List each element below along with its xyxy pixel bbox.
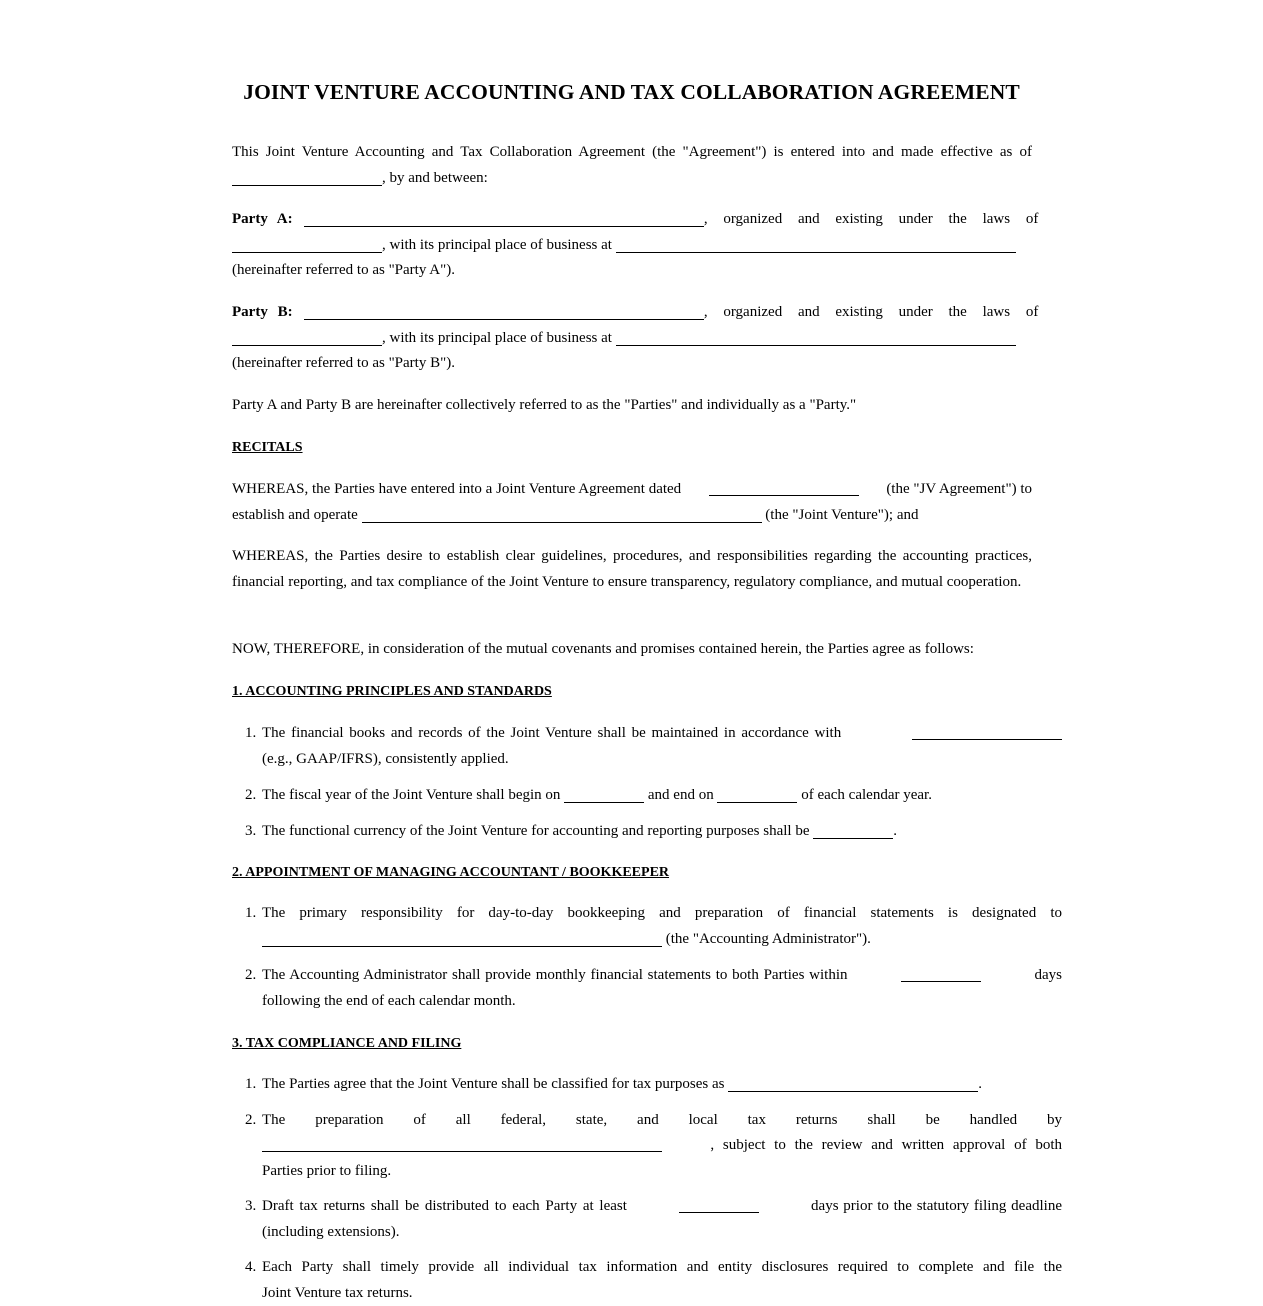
party-a-ref-text: (hereinafter referred to as "Party A"). (232, 262, 455, 278)
item-text: The functional currency of the Joint Venture for accounting and reporting purposes shall be (262, 823, 809, 839)
recitals-heading: RECITALS (232, 435, 1032, 461)
list-item (262, 901, 1062, 952)
fiscal-start-blank[interactable] (564, 784, 644, 803)
section-1-heading: 1. ACCOUNTING PRINCIPLES AND STANDARDS (232, 679, 1032, 705)
item-text-2: (e.g., GAAP/IFRS), consistently applied. (262, 747, 1062, 773)
item-text: Each Party shall timely provide all individual tax information and entity disclosures required to complete and file the (262, 1255, 1062, 1281)
party-b-address-blank[interactable] (616, 327, 1016, 346)
list-item (262, 819, 1062, 845)
parties-definition: Party A and Party B are hereinafter collectively referred to as the "Parties" and individually as a "Party." (232, 393, 1032, 419)
jv-agreement-date-blank[interactable] (709, 477, 859, 496)
statement-days-blank[interactable] (901, 963, 981, 982)
item-text: The fiscal year of the Joint Venture shall begin on (262, 787, 560, 803)
party-b-name-blank[interactable] (304, 301, 704, 320)
intro-paragraph (232, 140, 1032, 191)
item-text-2: days (1035, 963, 1063, 989)
section-3-list (232, 1072, 1062, 1306)
party-b-label: Party B: (232, 304, 293, 320)
item-text: Draft tax returns shall be distributed to each Party at least (262, 1194, 627, 1220)
item-text: The primary responsibility for day-to-day bookkeeping and preparation of financial statements is designated to (262, 901, 1062, 927)
whereas-1-text: WHEREAS, the Parties have entered into a Joint Venture Agreement dated (232, 477, 681, 503)
list-item (262, 1108, 1062, 1185)
party-b-ref-text: (hereinafter referred to as "Party B"). (232, 355, 455, 371)
item-text-2: . (893, 823, 897, 839)
list-item (262, 1072, 1062, 1098)
list-item (262, 721, 1062, 772)
party-a-address-blank[interactable] (616, 234, 1016, 253)
item-number: 1. (245, 721, 256, 747)
accounting-administrator-blank[interactable] (262, 928, 662, 947)
list-item (262, 1255, 1062, 1306)
whereas-2: WHEREAS, the Parties desire to establish clear guidelines, procedures, and responsibilities regarding the accounting practices, financial reporting, and tax compliance of the Joint Venture to ensure transparency, regulatory compliance, and mutual cooperation. (232, 544, 1032, 595)
item-number: 2. (245, 1108, 256, 1134)
item-text-2: Joint Venture tax returns. (262, 1281, 1062, 1306)
party-a-label: Party A: (232, 211, 293, 227)
party-a-name-blank[interactable] (304, 208, 704, 227)
section-1-list (232, 721, 1062, 844)
item-text: The Parties agree that the Joint Venture shall be classified for tax purposes as (262, 1076, 725, 1092)
tax-preparer-blank[interactable] (262, 1133, 662, 1152)
party-a-paragraph (232, 207, 1032, 284)
item-text: The financial books and records of the Joint Venture shall be maintained in accordance with (262, 721, 841, 747)
document-title: JOINT VENTURE ACCOUNTING AND TAX COLLABORATION AGREEMENT (0, 78, 1263, 106)
item-text-3: Parties prior to filing. (262, 1159, 1062, 1185)
item-text-2: (the "Accounting Administrator"). (666, 931, 871, 947)
item-text-3: (including extensions). (262, 1220, 1062, 1246)
jv-purpose-blank[interactable] (362, 504, 762, 523)
item-text: The Accounting Administrator shall provide monthly financial statements to both Parties within (262, 963, 848, 989)
item-text-2: days prior to the statutory filing deadline (811, 1194, 1062, 1220)
party-b-jurisdiction-blank[interactable] (232, 327, 382, 346)
item-text-2: . (978, 1076, 982, 1092)
section-2-list (232, 901, 1062, 1014)
item-number: 1. (245, 1072, 256, 1098)
party-a-organized-text: , organized and existing under the laws of (704, 207, 1039, 233)
whereas-1-text-3: establish and operate (232, 507, 358, 523)
list-item (262, 963, 1062, 1014)
accounting-standard-blank[interactable] (912, 721, 1062, 740)
item-number: 4. (245, 1255, 256, 1281)
whereas-1-text-4: (the "Joint Venture"); and (765, 507, 918, 523)
tax-classification-blank[interactable] (728, 1073, 978, 1092)
item-number: 3. (245, 1194, 256, 1220)
party-b-organized-text: , organized and existing under the laws of (704, 300, 1039, 326)
draft-days-blank[interactable] (679, 1194, 759, 1213)
now-therefore: NOW, THEREFORE, in consideration of the mutual covenants and promises contained herein, the Parties agree as follows: (232, 637, 1032, 663)
section-2-heading: 2. APPOINTMENT OF MANAGING ACCOUNTANT / BOOKKEEPER (232, 860, 1032, 886)
whereas-1-text-2: (the "JV Agreement") to (886, 477, 1032, 503)
party-b-paragraph (232, 300, 1032, 377)
party-a-business-text: , with its principal place of business at (382, 237, 612, 253)
item-number: 2. (245, 963, 256, 989)
currency-blank[interactable] (813, 820, 893, 839)
intro-text-2: , by and between: (382, 170, 488, 186)
item-number: 2. (245, 783, 256, 809)
item-text: The preparation of all federal, state, and local tax returns shall be handled by (262, 1108, 1062, 1134)
item-text-3: of each calendar year. (801, 787, 932, 803)
list-item (262, 783, 1062, 809)
item-text-2: and end on (648, 787, 714, 803)
fiscal-end-blank[interactable] (717, 784, 797, 803)
list-item (262, 1194, 1062, 1245)
item-number: 1. (245, 901, 256, 927)
party-b-business-text: , with its principal place of business at (382, 330, 612, 346)
section-3-heading: 3. TAX COMPLIANCE AND FILING (232, 1031, 1032, 1057)
item-text-3: following the end of each calendar month. (262, 989, 1062, 1015)
intro-text: This Joint Venture Accounting and Tax Collaboration Agreement (the "Agreement") is entered into and made effective as of (232, 144, 1032, 160)
item-number: 3. (245, 819, 256, 845)
whereas-1 (232, 477, 1032, 528)
party-a-jurisdiction-blank[interactable] (232, 234, 382, 253)
item-text-2: , subject to the review and written approval of both (710, 1133, 1062, 1159)
effective-date-blank[interactable] (232, 167, 382, 186)
